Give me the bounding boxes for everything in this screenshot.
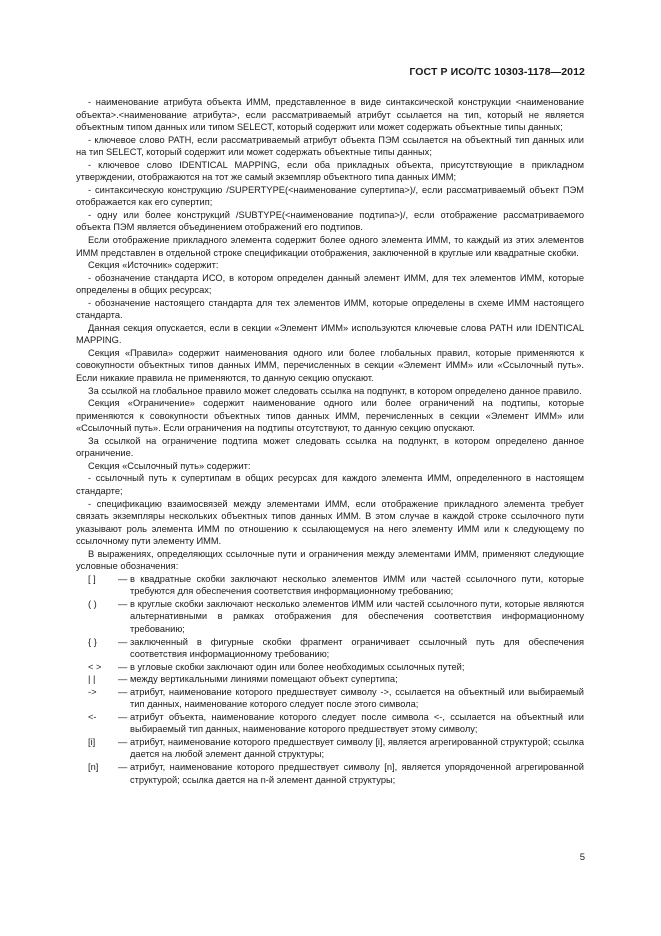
symbol-definition xyxy=(76,598,584,636)
symbol-definition xyxy=(76,736,584,761)
symbol-dash: — xyxy=(118,736,128,747)
symbol-definition xyxy=(76,636,584,661)
symbol-dash: — xyxy=(118,661,128,672)
paragraph: - синтаксическую конструкцию /SUPERTYPE(<наименование супертипа>)/, если рассматриваемый объект ПЭМ отображается как его супертип; xyxy=(76,184,584,208)
paragraph: - спецификацию взаимосвязей между элементами ИММ, если отображение прикладного элемента требует связать экземпляры нескольких объектных типов данных ИММ. В этом случае в каждой строке ссылочного пути указывают роль элемента ИММ по отношению к ссылающемуся на него элементу ИММ или к следующему по ссылочному пути элементу ИММ. xyxy=(76,498,584,547)
symbol-definition xyxy=(76,761,584,786)
paragraph: Данная секция опускается, если в секции «Элемент ИММ» используются ключевые слова PATH или IDENTICAL MAPPING. xyxy=(76,322,584,346)
symbol-key: [n] xyxy=(88,761,99,772)
symbol-key: ( ) xyxy=(88,598,97,609)
paragraph: Секция «Ограничение» содержит наименование одного или более ограничений на подтипы, которые применяются к совокупности объектных типов данных ИММ, перечисленных в секции «Элемент ИММ» или «Ссылочный путь». Если ограничения на подтипы отсутствуют, то данную секцию опускают. xyxy=(76,398,584,434)
paragraph: За ссылкой на глобальное правило может следовать ссылка на подпункт, в котором определено данное правило. xyxy=(88,385,582,396)
paragraph: В выражениях, определяющих ссылочные пути и ограничения между элементами ИММ, применяют следующие условные обозначения: xyxy=(76,548,584,572)
paragraph: - обозначение настоящего стандарта для тех элементов ИММ, которые определены в схеме ИММ настоящего стандарта. xyxy=(76,297,584,321)
symbol-definition xyxy=(76,686,584,711)
paragraph: Секция «Ссылочный путь» содержит: xyxy=(88,460,251,471)
symbol-key: -> xyxy=(88,686,97,697)
paragraph: - ссылочный путь к супертипам в общих ресурсах для каждого элемента ИММ, определенного в настоящем стандарте; xyxy=(76,473,584,496)
symbol-text: атрибут, наименование которого предшествует символу ->, ссылается на объектный или выбираемый тип данных, наименование которого следует после этого символа; xyxy=(130,686,584,710)
symbol-key: | | xyxy=(88,674,96,685)
symbol-dash: — xyxy=(118,636,128,647)
symbol-dash: — xyxy=(118,761,128,772)
symbol-definition xyxy=(76,711,584,736)
paragraph: - ключевое слово PATH, если рассматриваемый атрибут объекта ПЭМ ссылается на объектный тип данных или на тип SELECT, который содержит или может содержать объектные типы данных; xyxy=(76,134,584,158)
page-number: 5 xyxy=(579,852,585,863)
symbol-key: < > xyxy=(88,661,102,672)
symbol-definition xyxy=(76,573,584,598)
symbol-dash: — xyxy=(118,711,128,722)
symbol-key: <- xyxy=(88,711,97,722)
symbol-text: атрибут, наименование которого предшествует символу [i], является агрегированной структурой; ссылка дается на любой элемент данной структуры; xyxy=(130,736,584,760)
paragraph: Секция «Источник» содержит: xyxy=(88,260,219,271)
paragraph: За ссылкой на ограничение подтипа может следовать ссылка на подпункт, в котором определено данное ограничение. xyxy=(76,435,584,459)
paragraph: Если отображение прикладного элемента содержит более одного элемента ИММ, то каждый из этих элементов ИММ представлен в отдельной строке спецификации отображения, заключенной в круглые или квадратные скобки. xyxy=(76,235,584,258)
symbol-key: { } xyxy=(88,636,97,647)
symbol-definition xyxy=(76,673,584,686)
symbol-dash: — xyxy=(118,598,128,609)
symbol-text: в угловые скобки заключают один или более необходимых ссылочных путей; xyxy=(130,661,465,672)
symbol-key: [i] xyxy=(88,736,96,747)
symbol-definition xyxy=(76,661,584,674)
symbol-text: заключенный в фигурные скобки фрагмент ограничивает ссылочный путь для обеспечения соответствия информационному требованию; xyxy=(130,636,584,660)
paragraph: Секция «Правила» содержит наименования одного или более глобальных правил, которые применяются к совокупности объектных типов данных ИММ, перечисленных в секции «Элемент ИММ» или «Ссылочный путь». Если никакие правила не применяются, то данную секцию опускают. xyxy=(76,347,584,384)
document-body xyxy=(76,96,584,786)
paragraph: - одну или более конструкций /SUBTYPE(<наименование подтипа>)/, если отображение рассматриваемого объекта ПЭМ является объединением отображений его подтипов. xyxy=(76,209,584,233)
symbol-dash: — xyxy=(118,686,128,697)
symbol-key: [ ] xyxy=(88,573,96,584)
symbol-dash: — xyxy=(118,674,128,685)
symbol-text: атрибут, наименование которого предшествует символу [n], является упорядоченной агрегированной структурой; ссылка дается на n-й элемент данной структуры; xyxy=(130,761,584,785)
paragraph: - обозначение стандарта ИСО, в котором определен данный элемент ИММ, для тех элементов ИММ, которые определены в общих ресурсах; xyxy=(76,272,584,296)
paragraph: - наименование атрибута объекта ИММ, представленное в виде синтаксической конструкции <наименование объекта>.<наименование атрибута>, если рассматриваемый атрибут ссылается на тип, который не является объектным типом данных или типом SELECT, который содержит или может содержать объектные типы данных; xyxy=(76,97,584,133)
page-header-standard-title: ГОСТ Р ИСО/ТС 10303-1178—2012 xyxy=(409,66,585,78)
symbol-text: в круглые скобки заключают несколько элементов ИММ или частей ссылочного пути, которые являются альтернативными в рамках отображения для обеспечения соответствия информационному требованию; xyxy=(130,598,584,634)
symbol-text: в квадратные скобки заключают несколько элементов ИММ или частей ссылочного пути, которые требуются для обеспечения соответствия информационному требованию; xyxy=(130,573,584,597)
symbol-text: между вертикальными линиями помещают объект супертипа; xyxy=(130,674,398,685)
symbol-text: атрибут объекта, наименование которого следует после символа <-, ссылается на объектный или выбираемый тип данных, наименование которого предшествует этому символу; xyxy=(130,711,584,735)
symbol-dash: — xyxy=(118,573,128,584)
paragraph: - ключевое слово IDENTICAL MAPPING, если оба прикладных объекта, присутствующие в прикладном утверждении, отображаются на тот же самый экземпляр объектного типа данных ИММ; xyxy=(76,159,584,183)
